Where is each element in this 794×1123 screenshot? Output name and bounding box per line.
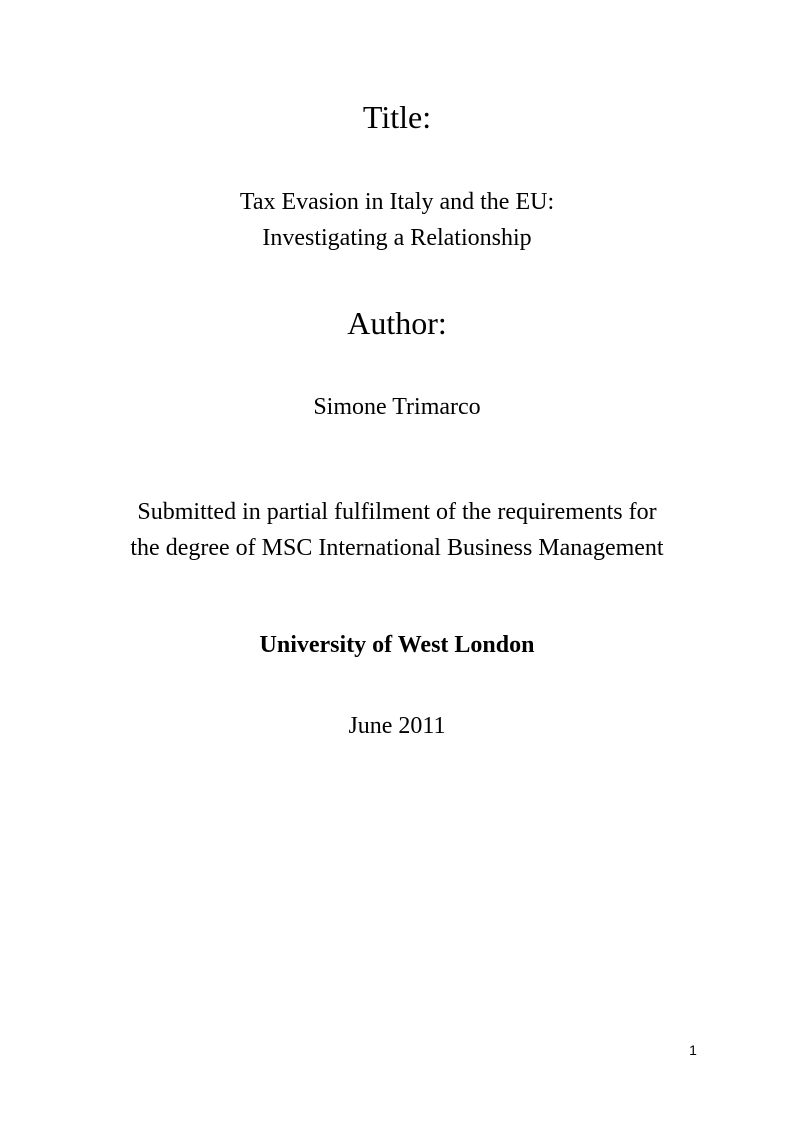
submission-statement-line-1: Submitted in partial fulfilment of the requirements for [137, 499, 657, 525]
university-name: University of West London [259, 632, 535, 658]
submission-date: June 2011 [348, 713, 446, 739]
thesis-title-line-2: Investigating a Relationship [262, 225, 532, 251]
submission-statement-line-2: the degree of MSC International Business Management [130, 535, 664, 561]
author-name: Simone Trimarco [313, 394, 481, 420]
author-label: Author: [347, 305, 447, 341]
thesis-title-line-1: Tax Evasion in Italy and the EU: [239, 189, 555, 215]
title-label: Title: [362, 99, 432, 135]
page-number: 1 [689, 1042, 697, 1058]
